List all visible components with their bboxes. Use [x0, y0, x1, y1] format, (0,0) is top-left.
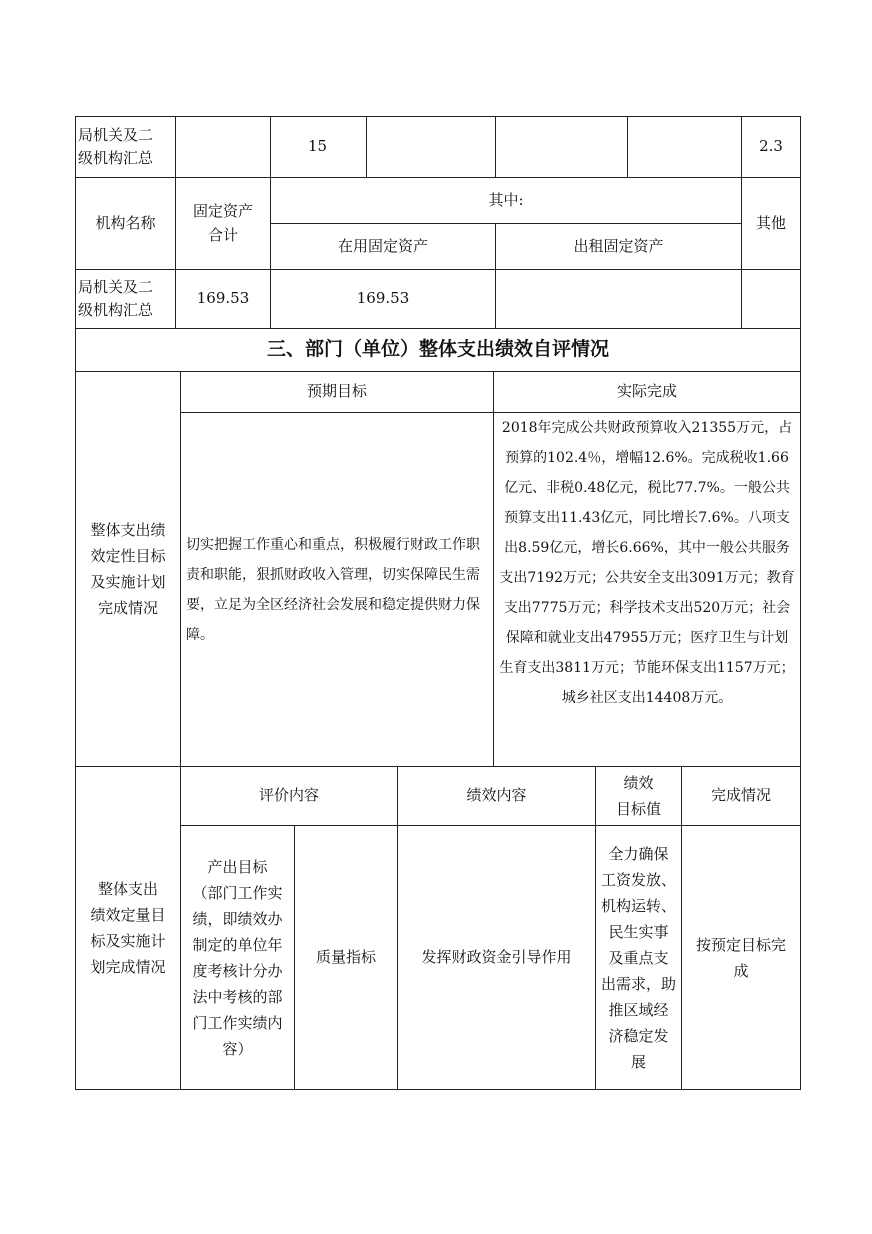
- table-border: [75, 1089, 801, 1090]
- header-of-which: 其中:: [488, 190, 524, 209]
- summary-row-col-b: [176, 117, 270, 177]
- actual-completion-text: 2018年完成公共财政预算收入21355万元，占预算的102.4％，增幅12.6%。完成税收1.66亿元、非税0.48亿元，税比77.7%。一般公共预算支出11.43亿元，同比增长7.6%。八项支出8.59亿元，增长6.66%，其中一般公共服务支出7192万元；公共安全支出3091万元；教育支出7775万元；科学技术支出520万元；社会保障和就业支出47955万元；医疗卫生与计划生育支出3811万元；节能环保支出1157万元；城乡社区支出14408万元。: [499, 420, 795, 706]
- actual-completion-header: 实际完成: [616, 382, 677, 401]
- perf-content-cell: 发挥财政资金引导作用: [421, 947, 572, 966]
- header-other: 其他: [755, 213, 786, 232]
- header-in-use: 在用固定资产: [337, 236, 428, 255]
- fixed-row-name: 局机关及二 级机构汇总: [78, 277, 154, 319]
- eval-content-header: 评价内容: [258, 786, 319, 805]
- qualitative-goal-label: 整体支出绩 效定性目标 及实施计划 完成情况: [90, 521, 166, 617]
- summary-row-col-f: [628, 117, 741, 177]
- output-goal-cell: 产出目标 （部门工作实 绩，即绩效办 制定的单位年 度考核计分办 法中考核的部 门工作实绩内 容）: [192, 857, 283, 1058]
- perf-content-header: 绩效内容: [466, 786, 527, 805]
- fixed-row-other: [742, 270, 800, 328]
- table-border: [800, 116, 801, 1089]
- header-org-name: 机构名称: [95, 213, 156, 232]
- fixed-row-total: 169.53: [196, 289, 250, 308]
- summary-row-col-c: 15: [308, 137, 328, 156]
- quality-indicator-cell: 质量指标: [315, 947, 376, 966]
- target-value-header: 绩效 目标值: [615, 774, 661, 818]
- expected-goal-text: 切实把握工作重心和重点，积极履行财政工作职责和职能，狠抓财政收入管理，切实保障民生需要，立足为全区经济社会发展和稳定提供财力保障。: [186, 536, 480, 643]
- fixed-row-in-use: 169.53: [356, 289, 410, 308]
- summary-row-col-e: [496, 117, 627, 177]
- header-fixed-total: 固定资产 合计: [192, 202, 253, 244]
- summary-row-col-d: [367, 117, 495, 177]
- fixed-row-rented: [496, 270, 741, 328]
- summary-row-name: 局机关及二 级机构汇总: [78, 125, 154, 167]
- quantitative-goal-label: 整体支出 绩效定量目 标及实施计 划完成情况: [90, 880, 166, 976]
- summary-row-col-g: 2.3: [759, 137, 783, 156]
- expected-goal-header: 预期目标: [306, 382, 367, 401]
- completion-status-cell: 按预定目标完 成: [695, 935, 786, 980]
- target-value-cell: 全力确保 工资发放、 机构运转、 民生实事 及重点支 出需求，助 推区域经 济稳定发 展: [600, 844, 676, 1071]
- header-rented: 出租固定资产: [573, 236, 664, 255]
- completion-status-header: 完成情况: [710, 786, 771, 805]
- section-title: 三、部门（单位）整体支出绩效自评情况: [266, 338, 609, 361]
